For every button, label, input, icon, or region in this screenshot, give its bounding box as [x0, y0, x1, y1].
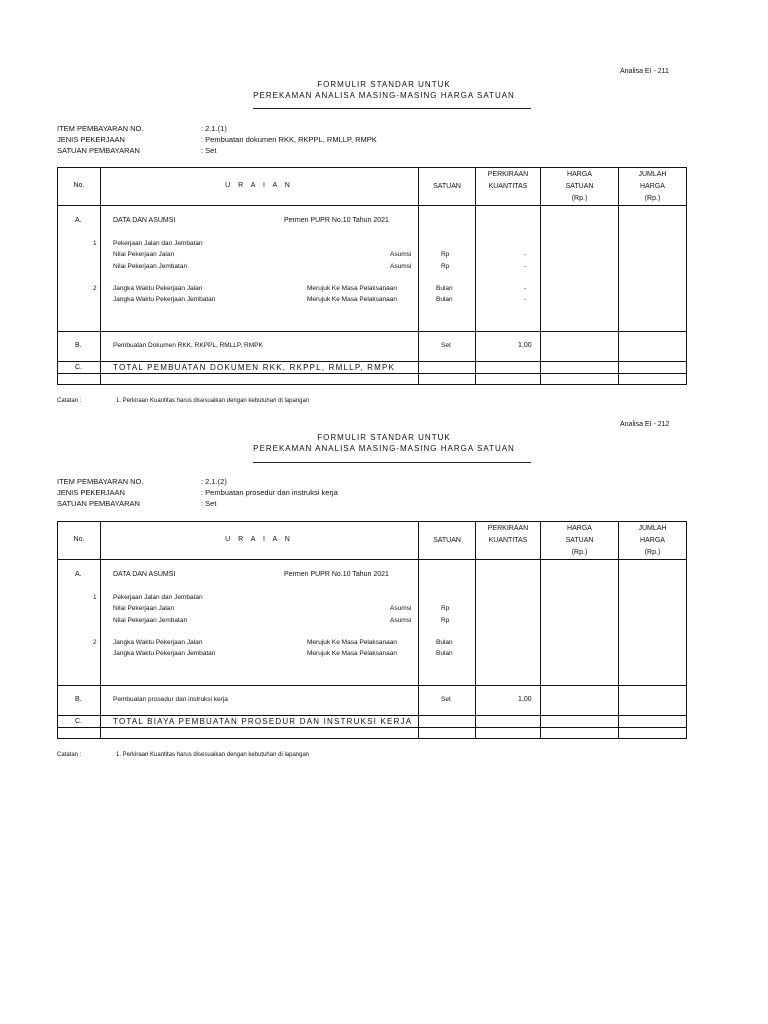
row-divider	[58, 361, 686, 362]
section-b-label: Pembuatan Dokumen RKK, RKPPL, RMLLP, RMPK	[113, 342, 263, 349]
row-divider	[58, 715, 686, 716]
row-qty: -	[524, 285, 527, 292]
col-divider	[475, 522, 476, 738]
header-harga-line1: HARGA	[567, 525, 592, 532]
header-perkiraan-line2: KUANTITAS	[488, 537, 528, 544]
row-satuan: Bulan	[436, 639, 453, 646]
row-note: Asumsi	[390, 251, 412, 258]
analysis-table	[57, 521, 687, 739]
analysis-code: Analisa EI - 212	[620, 421, 670, 428]
title-underline	[253, 108, 531, 109]
row-divider	[58, 727, 686, 728]
form-title-line1: FORMULIR STANDAR UNTUK	[317, 80, 451, 89]
header-harga-line2: SATUAN	[565, 537, 594, 544]
note-text: 1. Perkiraan Kuantitas harus disesuaikan dengan kebutuhan di lapangan	[116, 752, 310, 758]
row-satuan: Rp	[441, 617, 450, 624]
form-title-line1: FORMULIR STANDAR UNTUK	[317, 433, 451, 442]
header-jumlah-line1: JUMLAH	[638, 171, 667, 178]
header-perkiraan	[476, 169, 540, 193]
meta-value-jenis: : Pembuatan prosedur dan instruksi kerja	[201, 488, 338, 497]
row-label: Nilai Pekerjaan Jembatan	[113, 263, 188, 270]
analysis-table	[57, 167, 687, 385]
section-a-reference: Permen PUPR No.10 Tahun 2021	[284, 217, 389, 224]
section-b-no: B.	[75, 342, 82, 349]
header-no: No.	[73, 536, 85, 543]
group-2-no: 2	[93, 639, 97, 646]
row-satuan: Bulan	[436, 296, 453, 303]
section-c-label: TOTAL PEMBUATAN DOKUMEN RKK, RKPPL, RMLLP, RMPK	[113, 363, 396, 372]
col-divider	[618, 522, 619, 738]
section-c-label: TOTAL BIAYA PEMBUATAN PROSEDUR DAN INSTRUKSI KERJA	[113, 717, 413, 726]
header-jumlah-harga	[619, 523, 686, 559]
header-no: No.	[73, 182, 85, 189]
section-b-no: B.	[75, 696, 82, 703]
row-satuan: Bulan	[436, 650, 453, 657]
header-jumlah-line2: HARGA	[640, 183, 665, 190]
header-jumlah-harga	[619, 169, 686, 205]
row-label: Nilai Pekerjaan Jembatan	[113, 617, 188, 624]
header-perkiraan-line1: PERKIRAAN	[487, 525, 529, 532]
row-label: Jangka Waktu Pekerjaan Jembatan	[113, 296, 216, 303]
section-a-label: DATA DAN ASUMSI	[113, 571, 176, 578]
section-b-satuan: Set	[441, 696, 451, 703]
col-divider	[100, 168, 101, 384]
row-satuan: Rp	[441, 251, 450, 258]
form-meta	[57, 477, 557, 513]
header-harga-line3: (Rp.)	[571, 195, 588, 202]
header-perkiraan	[476, 523, 540, 547]
header-harga-line2: SATUAN	[565, 183, 594, 190]
row-divider	[58, 685, 686, 686]
group-1-title: Pekerjaan Jalan dan Jembatan	[113, 594, 203, 601]
row-note: Merujuk Ke Masa Pelaksanaan	[307, 285, 397, 292]
col-divider	[540, 168, 541, 384]
meta-label-satuan: SATUAN PEMBAYARAN	[57, 146, 140, 155]
meta-label-item: ITEM PEMBAYARAN NO.	[57, 124, 144, 133]
header-harga-line1: HARGA	[567, 171, 592, 178]
meta-label-jenis: JENIS PEKERJAAN	[57, 135, 125, 144]
header-jumlah-line3: (Rp.)	[644, 195, 661, 202]
title-underline	[253, 462, 531, 463]
row-label: Nilai Pekerjaan Jalan	[113, 605, 175, 612]
header-harga-line3: (Rp.)	[571, 549, 588, 556]
note-label: Catatan :	[57, 398, 82, 404]
section-a-no: A.	[75, 571, 82, 578]
row-qty: -	[524, 251, 527, 258]
row-note: Asumsi	[390, 605, 412, 612]
section-a-reference: Permen PUPR No.10 Tahun 2021	[284, 571, 389, 578]
section-a-no: A.	[75, 217, 82, 224]
row-note: Merujuk Ke Masa Pelaksanaan	[307, 296, 397, 303]
row-note: Asumsi	[390, 617, 412, 624]
note-label: Catatan :	[57, 752, 82, 758]
group-2-no: 2	[93, 285, 97, 292]
row-divider	[58, 373, 686, 374]
group-1-no: 1	[93, 594, 97, 601]
header-harga-satuan	[541, 169, 618, 205]
meta-value-item: : 2.1.(2)	[201, 477, 227, 486]
analysis-code: Analisa EI - 211	[620, 68, 669, 75]
row-label: Jangka Waktu Pekerjaan Jalan	[113, 285, 203, 292]
meta-label-item: ITEM PEMBAYARAN NO.	[57, 477, 144, 486]
row-label: Nilai Pekerjaan Jalan	[113, 251, 175, 258]
section-a-label: DATA DAN ASUMSI	[113, 217, 176, 224]
row-note: Asumsi	[390, 263, 412, 270]
row-note: Merujuk Ke Masa Pelaksanaan	[307, 639, 397, 646]
table-header	[58, 168, 686, 206]
meta-value-satuan: : Set	[201, 499, 217, 508]
row-label: Jangka Waktu Pekerjaan Jembatan	[113, 650, 216, 657]
meta-label-satuan: SATUAN PEMBAYARAN	[57, 499, 140, 508]
row-divider	[58, 331, 686, 332]
meta-value-item: : 2.1.(1)	[201, 124, 227, 133]
note-text: 1. Perkiraan Kuantitas harus disesuaikan dengan kebutuhan di lapangan	[116, 398, 310, 404]
table-header	[58, 522, 686, 560]
form-meta	[57, 124, 557, 160]
section-c-no: C.	[75, 718, 82, 725]
header-jumlah-line2: HARGA	[640, 537, 665, 544]
form-title-line2: PEREKAMAN ANALISA MASING-MASING HARGA SATUAN	[253, 91, 515, 100]
col-divider	[475, 168, 476, 384]
row-satuan: Bulan	[436, 285, 453, 292]
form-title-line2: PEREKAMAN ANALISA MASING-MASING HARGA SATUAN	[253, 444, 515, 453]
section-b-qty: 1,00	[518, 696, 532, 703]
row-qty: -	[524, 263, 527, 270]
col-divider	[418, 522, 419, 738]
group-1-title: Pekerjaan Jalan dan Jembatan	[113, 240, 203, 247]
row-qty: -	[524, 296, 527, 303]
header-perkiraan-line1: PERKIRAAN	[487, 171, 529, 178]
section-b-satuan: Set	[441, 342, 451, 349]
row-satuan: Rp	[441, 263, 450, 270]
header-jumlah-line3: (Rp.)	[644, 549, 661, 556]
section-b-qty: 1,00	[518, 342, 532, 349]
col-divider	[540, 522, 541, 738]
row-label: Jangka Waktu Pekerjaan Jalan	[113, 639, 203, 646]
row-note: Merujuk Ke Masa Pelaksanaan	[307, 650, 397, 657]
header-satuan: SATUAN	[433, 183, 461, 190]
header-uraian: U R A I A N	[225, 536, 293, 543]
header-jumlah-line1: JUMLAH	[638, 525, 667, 532]
col-divider	[618, 168, 619, 384]
row-satuan: Rp	[441, 605, 450, 612]
col-divider	[100, 522, 101, 738]
meta-label-jenis: JENIS PEKERJAAN	[57, 488, 125, 497]
section-b-label: Pembuatan prosedur dan instruksi kerja	[113, 696, 228, 703]
header-satuan: SATUAN	[433, 537, 461, 544]
header-uraian: U R A I A N	[225, 182, 293, 189]
group-1-no: 1	[93, 240, 97, 247]
meta-value-jenis: : Pembuatan dokumen RKK, RKPPL, RMLLP, RMPK	[201, 135, 377, 144]
header-harga-satuan	[541, 523, 618, 559]
section-c-no: C.	[75, 364, 82, 371]
meta-value-satuan: : Set	[201, 146, 217, 155]
header-perkiraan-line2: KUANTITAS	[488, 183, 528, 190]
col-divider	[418, 168, 419, 384]
